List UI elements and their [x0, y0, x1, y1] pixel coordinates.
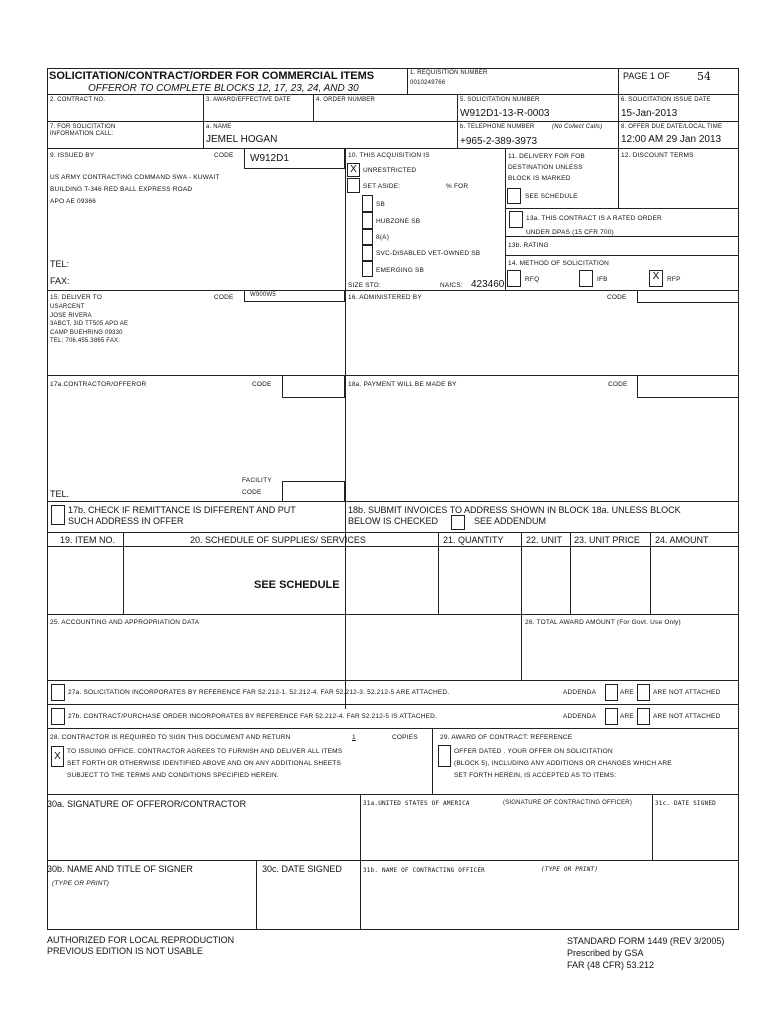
facility-code-label: FACILITY CODE	[242, 477, 272, 496]
far-27a-checkbox[interactable]	[51, 684, 65, 701]
see-schedule-text: SEE SCHEDULE	[254, 579, 340, 591]
contractor-code-label: CODE	[252, 381, 272, 388]
usa-signature-label: 31a.UNITED STATES OF AMERICA	[363, 800, 470, 807]
issued-by-fax: FAX:	[50, 276, 70, 286]
form-subtitle: OFFEROR TO COMPLETE BLOCKS 12, 17, 23, 24, AND 30	[88, 83, 359, 94]
are-not-27b-checkbox[interactable]	[637, 708, 650, 725]
naics-label: NAICS:	[440, 282, 463, 289]
solicitation-number-label: 5. SOLICITATION NUMBER	[460, 97, 540, 103]
deliver-to-address: USARCENT JOSE RIVERA 3ABCT, 3ID TT505 APO AE CAMP BUEHRING 09330 TEL: 706.455.3865 FAX:	[50, 304, 129, 344]
signer-name-label: 30b. NAME AND TITLE OF SIGNER	[47, 864, 193, 874]
remittance-checkbox[interactable]	[51, 505, 65, 525]
ifb-label: IFB	[597, 276, 608, 283]
set-aside-checkbox[interactable]	[347, 178, 360, 193]
acquisition-label: 10. THIS ACQUISITION IS	[348, 152, 430, 159]
rating-label: 13b. RATING	[508, 242, 549, 249]
rated-order-label: 13a. THIS CONTRACT IS A RATED ORDER UNDER DPAS (15 CFR 700)	[526, 215, 662, 236]
deliver-to-code-label: CODE	[214, 294, 234, 301]
pct-for-label: % FOR	[446, 183, 469, 190]
contracting-officer-name-label: 31b. NAME OF CONTRACTING OFFICER	[363, 867, 485, 874]
page-label: PAGE 1 OF	[623, 71, 670, 81]
col-item-no: 19. ITEM NO.	[60, 535, 116, 545]
contracting-officer-signature-note: (SIGNATURE OF CONTRACTING OFFICER)	[503, 800, 633, 806]
addenda-27b-label: ADDENDA	[563, 713, 597, 720]
payment-by-label: 18a. PAYMENT WILL BE MADE BY	[348, 381, 457, 388]
are-not-27a-label: ARE NOT ATTACHED	[653, 689, 721, 696]
award-date-label: 3. AWARD/EFFECTIVE DATE	[206, 97, 291, 103]
award-body: OFFER DATED . YOUR OFFER ON SOLICITATION (BLOCK 5), INCLUDING ANY ADDITIONS OR CHANGES WHICH ARE SET FORTH HEREIN, IS ACCEPTED AS TO ITEMS:	[454, 748, 672, 779]
issued-by-code-value[interactable]: W912D1	[250, 153, 289, 164]
contact-name-value[interactable]: JEMEL HOGAN	[206, 134, 278, 145]
rfq-label: RFQ	[525, 276, 540, 283]
solicitation-number-value[interactable]: W912D1-13-R-0003	[460, 108, 550, 119]
deliver-to-label: 15. DELIVER TO	[50, 294, 103, 301]
sign-return-checkbox[interactable]: X	[51, 746, 64, 767]
col-supplies: 20. SCHEDULE OF SUPPLIES/ SERVICES	[190, 535, 366, 545]
page-total: 54	[697, 70, 711, 83]
administered-by-code-label: CODE	[607, 294, 627, 301]
svc-disabled-checkbox[interactable]	[362, 245, 373, 261]
see-schedule-checkbox[interactable]	[507, 188, 521, 204]
31c-date-signed-label: 31c. DATE SIGNED	[655, 800, 716, 807]
total-award-label: 26. TOTAL AWARD AMOUNT (For Govt. Use Only)	[525, 619, 681, 626]
are-27a-checkbox[interactable]	[605, 684, 618, 701]
invoice-text-2: BELOW IS CHECKED	[348, 516, 439, 526]
administered-by-label: 16. ADMINISTERED BY	[348, 294, 422, 301]
emerging-checkbox[interactable]	[362, 261, 373, 277]
requisition-label: 1. REQUISITION NUMBER	[410, 70, 488, 76]
issued-by-code-label: CODE	[214, 152, 234, 159]
svc-disabled-label: SVC-DISABLED VET-OWNED SB	[376, 250, 481, 257]
size-std-label: SIZE STD:	[348, 282, 381, 289]
far-27a-text: 27a. SOLICITATION INCORPORATES BY REFERENCE FAR 52.212-1. 52.212-4. FAR 52.212-3. 52.212-5 ARE ATTACHED.	[68, 689, 450, 696]
requisition-value: 0010249766	[410, 80, 446, 86]
unrestricted-checkbox[interactable]: X	[347, 163, 360, 177]
are-27b-label: ARE	[620, 713, 634, 720]
copies-number[interactable]: 1	[352, 734, 356, 741]
award-reference-label: 29. AWARD OF CONTRACT: REFERENCE	[440, 734, 573, 741]
col-amount: 24. AMOUNT	[655, 535, 709, 545]
accounting-label: 25. ACCOUNTING AND APPROPRIATION DATA	[50, 619, 200, 626]
contractor-label: 17a.CONTRACTOR/OFFEROR	[50, 381, 147, 388]
rfp-label: RFP	[667, 276, 681, 283]
col-unit: 22. UNIT	[526, 535, 563, 545]
col-unit-price: 23. UNIT PRICE	[574, 535, 640, 545]
telephone-label: b. TELEPHONE NUMBER	[460, 124, 535, 130]
set-aside-label: SET ASIDE:	[363, 183, 401, 190]
unrestricted-label: UNRESTRICTED	[363, 167, 417, 174]
telephone-note: (No Collect Calls)	[552, 124, 603, 130]
rated-order-checkbox[interactable]	[509, 211, 523, 228]
far-27b-checkbox[interactable]	[51, 708, 65, 725]
are-27b-checkbox[interactable]	[605, 708, 618, 725]
form-title: SOLICITATION/CONTRACT/ORDER FOR COMMERCIAL ITEMS	[49, 70, 375, 82]
eight-a-label: 8(A)	[376, 234, 390, 241]
hubzone-label: HUBZONE SB	[376, 218, 421, 225]
footer-right: STANDARD FORM 1449 (REV 3/2005) Prescribed by GSA FAR (48 CFR) 53.212	[567, 936, 725, 970]
copies-label: COPIES	[392, 734, 418, 741]
signature-offeror-label: 30a. SIGNATURE OF OFFEROR/CONTRACTOR	[47, 799, 247, 809]
order-number-label: 4. ORDER NUMBER	[316, 97, 376, 103]
award-offer-checkbox[interactable]	[438, 745, 451, 767]
block28-body: TO ISSUING OFFICE. CONTRACTOR AGREES TO FURNISH AND DELIVER ALL ITEMS SET FORTH OR OTHERWISE IDENTIFIED ABOVE AND ON ANY ADDITIONAL SHEETS SUBJECT TO THE TERMS AND CONDITIONS SPECIFIED HEREIN.	[67, 748, 343, 779]
hubzone-checkbox[interactable]	[362, 212, 373, 229]
discount-terms-label: 12. DISCOUNT TERMS	[621, 152, 694, 159]
naics-value[interactable]: 423460	[471, 279, 505, 290]
addenda-27a-label: ADDENDA	[563, 689, 597, 696]
signer-name-note: (TYPE OR PRINT)	[52, 880, 110, 887]
are-not-27b-label: ARE NOT ATTACHED	[653, 713, 721, 720]
ifb-checkbox[interactable]	[579, 270, 593, 287]
block28-line1: 28. CONTRACTOR IS REQUIRED TO SIGN THIS DOCUMENT AND RETURN	[50, 734, 291, 741]
see-schedule-label: SEE SCHEDULE	[525, 193, 578, 200]
delivery-fob-label: 11. DELIVERY FOR FOB DESTINATION UNLESS BLOCK IS MARKED	[508, 153, 585, 182]
solicitation-date-value[interactable]: 15-Jan-2013	[621, 108, 678, 119]
info-call-label: 7. FOR SOLICITATION INFORMATION CALL:	[50, 124, 116, 137]
issued-by-label: 9. ISSUED BY	[50, 152, 95, 159]
sb-label: SB	[376, 201, 386, 208]
solicitation-date-label: 6. SOLICITATION ISSUE DATE	[621, 97, 711, 103]
payment-code-label: CODE	[608, 381, 628, 388]
issued-by-tel: TEL:	[50, 259, 70, 269]
emerging-label: EMERGING SB	[376, 267, 425, 274]
see-addendum-checkbox[interactable]	[451, 515, 465, 530]
footer-left: AUTHORIZED FOR LOCAL REPRODUCTION PREVIOUS EDITION IS NOT USABLE	[47, 935, 235, 956]
contracting-officer-name-note: (TYPE OR PRINT)	[541, 866, 599, 873]
sb-checkbox[interactable]	[362, 195, 373, 212]
rfp-checkbox[interactable]: X	[649, 270, 663, 287]
eight-a-checkbox[interactable]	[362, 229, 373, 245]
deliver-to-code-value[interactable]: W900W5	[250, 292, 276, 298]
invoice-text: 18b. SUBMIT INVOICES TO ADDRESS SHOWN IN BLOCK 18a. UNLESS BLOCK	[348, 505, 681, 515]
contact-name-label: a. NAME	[206, 124, 232, 130]
far-27b-text: 27b. CONTRACT/PURCHASE ORDER INCORPORATES BY REFERENCE FAR 52.212-4. FAR 52.212-5 IS ATTACHED.	[68, 713, 438, 720]
30c-date-signed-label: 30c. DATE SIGNED	[262, 864, 342, 874]
remittance-text: 17b. CHECK IF REMITTANCE IS DIFFERENT AND PUT SUCH ADDRESS IN OFFER	[68, 505, 296, 526]
contractor-tel: TEL.	[50, 489, 70, 499]
col-quantity: 21. QUANTITY	[443, 535, 504, 545]
contract-no-label: 2. CONTRACT NO.	[50, 97, 106, 103]
rfq-checkbox[interactable]	[507, 270, 521, 287]
offer-due-value[interactable]: 12:00 AM 29 Jan 2013	[621, 134, 722, 145]
see-addendum-label: SEE ADDENDUM	[474, 516, 547, 526]
are-not-27a-checkbox[interactable]	[637, 684, 650, 701]
issued-by-address: US ARMY CONTRACTING COMMAND SWA - KUWAIT BUILDING T-346 RED BALL EXPRESS ROAD APO AE 09366	[50, 174, 220, 205]
method-label: 14. METHOD OF SOLICITATION	[508, 260, 610, 267]
are-27a-label: ARE	[620, 689, 634, 696]
telephone-value[interactable]: +965-2-389-3973	[460, 136, 538, 147]
offer-due-label: 8. OFFER DUE DATE/LOCAL TIME	[621, 124, 723, 130]
